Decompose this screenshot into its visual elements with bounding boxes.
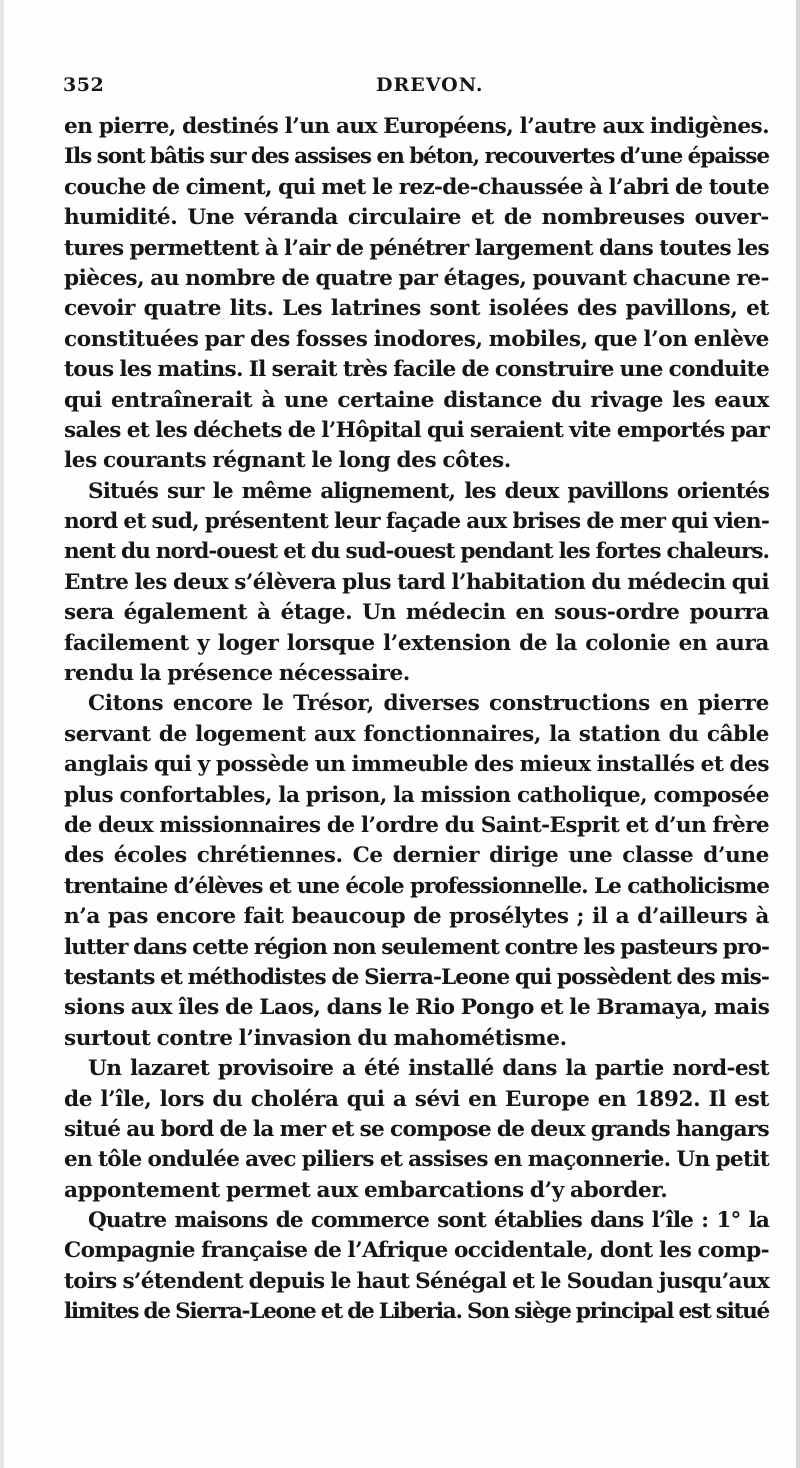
text-line: servant de logement aux fonctionnaires, la station du câble [64,721,769,747]
running-head: DREVON. [376,74,484,96]
text-line: sales et les déchets de l’Hôpital qui seraient vite emportés par [64,417,769,443]
text-line: des écoles chrétiennes. Ce dernier dirige une classe d’une [64,843,769,869]
text-line: Citons encore le Trésor, diverses constructions en pierre [88,691,769,717]
text-line: lutter dans cette région non seulement contre les pasteurs pro- [64,934,770,960]
text-line: Situés sur le même alignement, les deux pavillons orientés [88,478,769,504]
text-line: facilement y loger lorsque l’extension de la colonie en aura [64,630,769,656]
scan-edge-left [0,0,4,1468]
text-line: humidité. Une véranda circulaire et de nombreuses ouver- [64,205,769,231]
text-line: en pierre, destinés l’un aux Européens, l’autre aux indigènes. [64,114,769,139]
text-line: anglais qui y possède un immeuble des mieux installés et des [64,752,769,778]
text-line: nord et sud, présentent leur façade aux brises de mer qui vien- [64,509,769,535]
text-line: plus confortables, la prison, la mission catholique, composée [64,782,769,808]
text-line: Un lazaret provisoire a été installé dans la partie nord-est [88,1056,769,1082]
page-number: 352 [63,74,105,96]
text-line: situé au bord de la mer et se compose de deux grands hangars [64,1116,769,1142]
text-line: rendu la présence nécessaire. [64,661,410,687]
text-line: pièces, au nombre de quatre par étages, pouvant chacune re- [64,265,769,291]
page-header [63,74,763,102]
text-line: appontement permet aux embarcations d’y aborder. [64,1177,668,1203]
body-text [64,112,769,1328]
text-line: toirs s’étendent depuis le haut Sénégal et le Soudan jusqu’aux [64,1268,769,1294]
text-line: qui entraînerait à une certaine distance du rivage les eaux [64,387,769,413]
text-line: sera également à étage. Un médecin en sous-ordre pourra [64,600,769,626]
text-line: trentaine d’élèves et une école professionnelle. Le catholicisme [64,873,769,899]
text-line: surtout contre l’invasion du mahométisme. [64,1025,567,1051]
text-line: testants et méthodistes de Sierra-Leone qui possèdent des mis- [64,964,769,990]
text-line: de l’île, lors du choléra qui a sévi en Europe en 1892. Il est [64,1086,769,1112]
text-line: Entre les deux s’élèvera plus tard l’habitation du médecin qui [64,569,769,595]
text-line: limites de Sierra-Leone et de Liberia. Son siège principal est situé [64,1299,769,1325]
text-line: constituées par des fosses inodores, mobiles, que l’on enlève [64,326,769,352]
text-line: Compagnie française de l’Afrique occidentale, dont les comp- [64,1238,769,1264]
text-line: les courants régnant le long des côtes. [64,448,511,474]
text-line: Ils sont bâtis sur des assises en béton, recouvertes d’une épaisse [64,144,769,170]
text-line: nent du nord-ouest et du sud-ouest pendant les fortes chaleurs. [64,539,769,565]
scan-edge-right [796,0,800,1468]
text-line: en tôle ondulée avec piliers et assises en maçonnerie. Un petit [64,1147,769,1173]
text-line: sions aux îles de Laos, dans le Rio Pongo et le Bramaya, mais [64,995,770,1021]
text-line: cevoir quatre lits. Les latrines sont isolées des pavillons, et [64,296,769,322]
text-line: tures permettent à l’air de pénétrer largement dans toutes les [64,235,769,261]
text-line: couche de ciment, qui met le rez-de-chaussée à l’abri de toute [64,174,769,200]
text-line: de deux missionnaires de l’ordre du Saint-Esprit et d’un frère [64,812,769,838]
text-line: Quatre maisons de commerce sont établies dans l’île : 1° la [88,1208,769,1234]
text-line: n’a pas encore fait beaucoup de prosélytes ; il a d’ailleurs à [64,904,769,930]
text-line: tous les matins. Il serait très facile de construire une conduite [64,357,769,383]
